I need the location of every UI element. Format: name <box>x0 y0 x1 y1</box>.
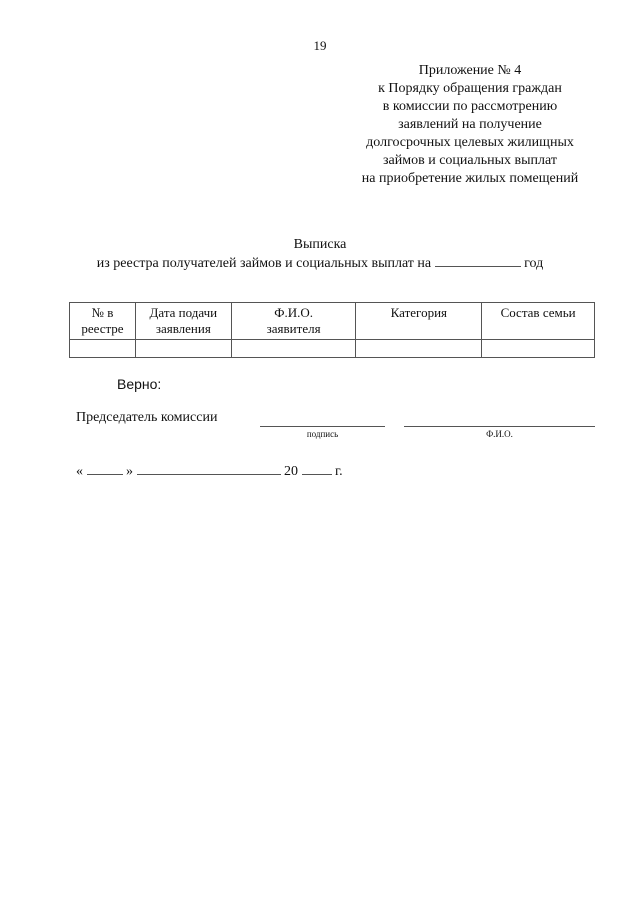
column-header-applicant-name: Ф.И.О. заявителя <box>231 303 356 340</box>
appendix-line: на приобретение жилых помещений <box>361 171 579 186</box>
verified-label: Верно: <box>117 376 162 392</box>
table-header-row <box>70 303 595 340</box>
signature-line[interactable] <box>260 426 385 427</box>
day-blank-field[interactable] <box>87 462 123 475</box>
century-prefix: 20 <box>284 464 298 479</box>
table-cell[interactable] <box>70 340 136 358</box>
year-suffix: г. <box>335 464 343 479</box>
table-cell[interactable] <box>356 340 482 358</box>
open-quote: « <box>76 464 83 479</box>
fio-line[interactable] <box>404 426 595 427</box>
column-header-application-date: Дата подачи заявления <box>135 303 231 340</box>
appendix-line: к Порядку обращения граждан <box>378 81 562 96</box>
column-header-category: Категория <box>356 303 482 340</box>
table-cell[interactable] <box>135 340 231 358</box>
appendix-line: Приложение № 4 <box>418 63 522 78</box>
fio-caption: Ф.И.О. <box>486 429 513 439</box>
signature-caption: подпись <box>306 429 339 439</box>
chairman-label: Председатель комиссии <box>76 410 218 425</box>
year-blank-field[interactable] <box>435 254 521 267</box>
column-header-family-composition: Состав семьи <box>482 303 595 340</box>
close-quote: » <box>126 464 133 479</box>
registry-table <box>69 302 595 358</box>
column-header-registry-number: № в реестре <box>70 303 136 340</box>
document-subtitle <box>0 254 640 273</box>
appendix-header <box>330 62 610 188</box>
document-title: Выписка <box>293 237 347 252</box>
subtitle-suffix: год <box>524 256 544 271</box>
month-blank-field[interactable] <box>137 462 281 475</box>
table-cell[interactable] <box>482 340 595 358</box>
appendix-line: долгосрочных целевых жилищных <box>366 135 574 150</box>
table-cell[interactable] <box>231 340 356 358</box>
table-row <box>70 340 595 358</box>
appendix-line: займов и социальных выплат <box>383 153 557 168</box>
appendix-line: в комиссии по рассмотрению <box>382 99 558 114</box>
appendix-line: заявлений на получение <box>398 117 542 132</box>
subtitle-text: из реестра получателей займов и социальных выплат на <box>96 256 432 271</box>
page-number: 19 <box>313 38 327 53</box>
year-blank-field-date[interactable] <box>302 462 332 475</box>
date-line <box>76 462 343 480</box>
